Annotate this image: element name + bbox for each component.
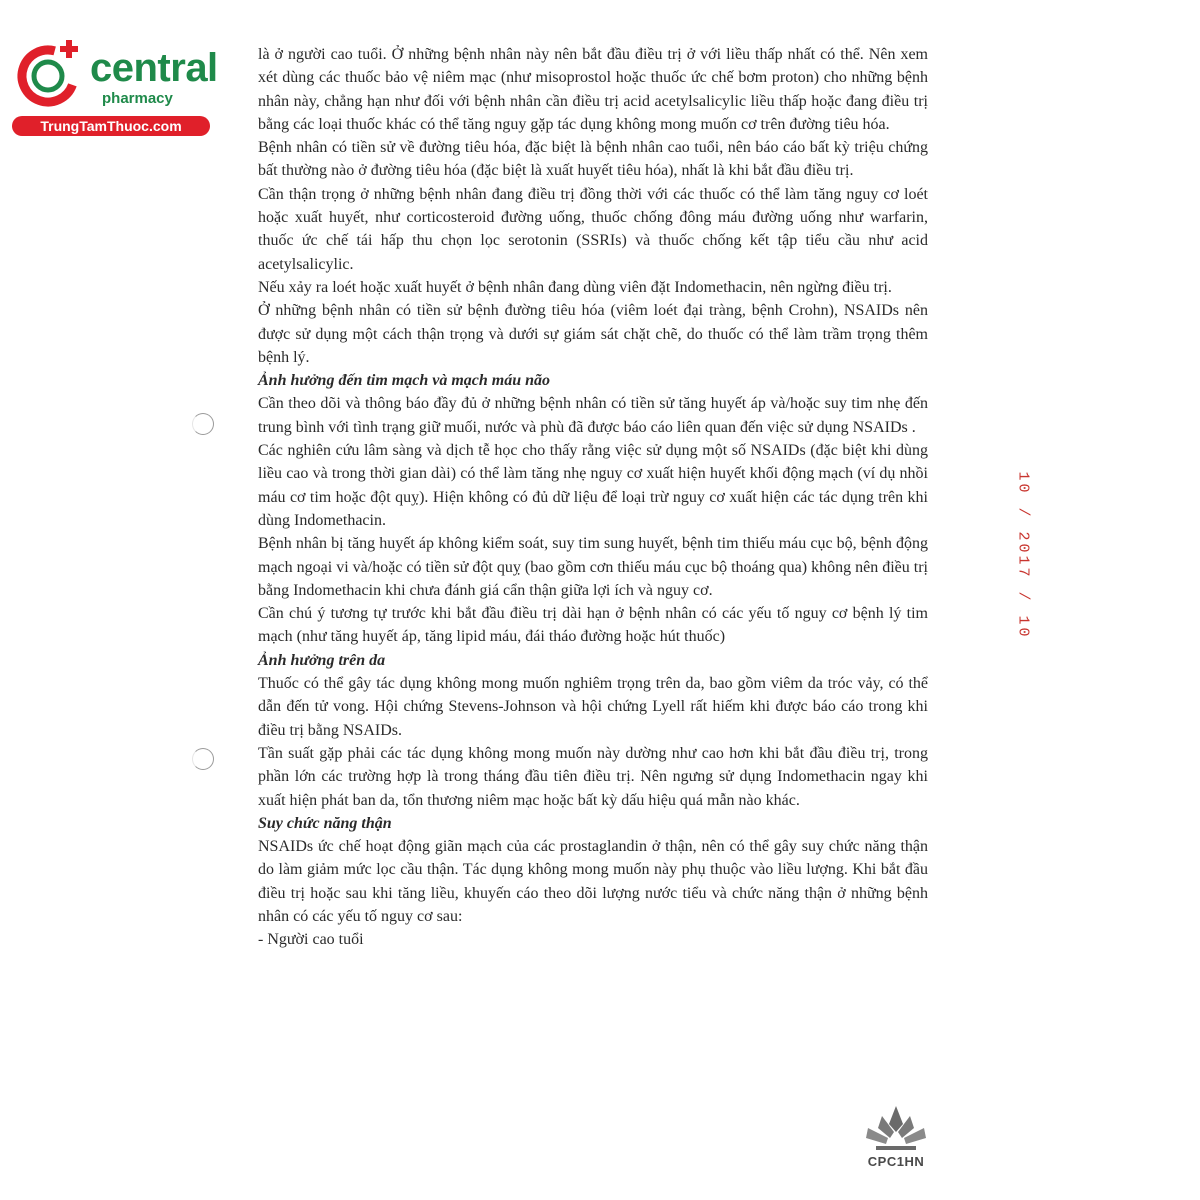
lotus-icon bbox=[856, 1102, 936, 1154]
paragraph: Bệnh nhân có tiền sử về đường tiêu hóa, đặc biệt là bệnh nhân cao tuổi, nên báo cáo bất kỳ triệu chứng bất thường nào ở đường tiêu hóa (đặc biệt là xuất huyết tiêu hóa), nhất là khi bắt đầu điều trị. bbox=[258, 139, 928, 180]
cpc1hn-logo bbox=[856, 1102, 936, 1172]
cpc1hn-text: CPC1HN bbox=[867, 1154, 925, 1169]
document-body bbox=[258, 43, 928, 952]
punch-hole bbox=[192, 748, 214, 770]
paragraph: Tần suất gặp phải các tác dụng không mong muốn này dường như cao hơn khi bắt đầu điều trị, trong phần lớn các trường hợp là trong tháng đầu tiên điều trị. Nên ngưng sử dụng Indomethacin ngay khi xuất hiện phát ban da, tổn thương niêm mạc hoặc bất kỳ dấu hiệu quá mẫn nào khác. bbox=[258, 744, 928, 809]
brand-name: central bbox=[90, 46, 218, 90]
paragraph: Thuốc có thể gây tác dụng không mong muốn nghiêm trọng trên da, bao gồm viêm da tróc vảy, có thể dẫn đến tử vong. Hội chứng Stevens-Johnson và hội chứng Lyell rất hiếm khi được báo cáo trong khi điều trị bằng NSAIDs. bbox=[258, 675, 928, 739]
paragraph: Bệnh nhân bị tăng huyết áp không kiểm soát, suy tim sung huyết, bệnh tim thiếu máu cục bộ, bệnh động mạch ngoại vi và/hoặc có tiền sử đột quỵ (bao gồm cơn thiếu máu cục bộ thoáng qua) không nên điều trị bằng Indomethacin khi chưa đánh giá cẩn thận giữa lợi ích và nguy cơ. bbox=[258, 535, 928, 599]
paragraph: là ở người cao tuổi. Ở những bệnh nhân này nên bắt đầu điều trị ở với liều thấp nhất có thể. Nên xem xét dùng các thuốc bảo vệ niêm mạc (như misoprostol hoặc thuốc ức chế bơm proton) cho những bệnh nhân này, chẳng hạn như đối với bệnh nhân cần điều trị acid acetylsalicylic liều thấp hoặc đang điều trị bằng các loại thuốc khác có thể tăng nguy gặp tác dụng không mong muốn cơ trên đường tiêu hóa. bbox=[258, 46, 928, 133]
brand-url: TrungTamThuoc.com bbox=[12, 116, 210, 136]
logo-mark-icon bbox=[12, 36, 90, 114]
paragraph: Nếu xảy ra loét hoặc xuất huyết ở bệnh nhân đang dùng viên đặt Indomethacin, nên ngừng điều trị. bbox=[258, 278, 892, 296]
list-item: - Người cao tuổi bbox=[258, 931, 364, 949]
central-pharmacy-logo bbox=[12, 36, 218, 136]
section-heading: Ảnh hưởng trên da bbox=[258, 651, 386, 669]
section-heading: Suy chức năng thận bbox=[258, 814, 392, 832]
paragraph: Các nghiên cứu lâm sàng và dịch tễ học cho thấy rằng việc sử dụng một số NSAIDs (đặc biệt khi dùng liều cao và trong thời gian dài) có thể làm tăng nhẹ nguy cơ xuất hiện huyết khối động mạch (ví dụ nhồi máu cơ tim hoặc đột quỵ). Hiện không có đủ dữ liệu để loại trừ nguy cơ xuất hiện các tác dụng trên khi dùng Indomethacin. bbox=[258, 442, 928, 529]
punch-hole bbox=[192, 413, 214, 435]
date-stamp bbox=[1008, 470, 1038, 640]
brand-subtitle: pharmacy bbox=[102, 90, 173, 107]
paragraph: NSAIDs ức chế hoạt động giãn mạch của các prostaglandin ở thận, nên có thể gây suy chức năng thận do làm giảm mức lọc cầu thận. Tác dụng không mong muốn này phụ thuộc vào liều lượng. Khi bắt đầu điều trị hoặc sau khi tăng liều, khuyến cáo theo dõi lượng nước tiểu và chức năng thận ở những bệnh nhân có các yếu tố nguy cơ sau: bbox=[258, 838, 928, 925]
paragraph: Cần theo dõi và thông báo đầy đủ ở những bệnh nhân có tiền sử tăng huyết áp và/hoặc suy tim nhẹ đến trung bình với tình trạng giữ muối, nước và phù đã được báo cáo liên quan đến việc sử dụng NSAIDs . bbox=[258, 395, 928, 436]
paragraph: Cần chú ý tương tự trước khi bắt đầu điều trị dài hạn ở bệnh nhân có các yếu tố nguy cơ bệnh lý tim mạch (như tăng huyết áp, tăng lipid máu, đái tháo đường hoặc hút thuốc) bbox=[258, 605, 928, 646]
paragraph: Cần thận trọng ở những bệnh nhân đang điều trị đồng thời với các thuốc có thể làm tăng nguy cơ loét hoặc xuất huyết, như corticosteroid đường uống, thuốc chống đông máu đường uống như warfarin, thuốc ức chế tái hấp thu chọn lọc serotonin (SSRIs) và thuốc chống kết tập tiểu cầu như acid acetylsalicylic. bbox=[258, 185, 928, 273]
section-heading: Ảnh hưởng đến tim mạch và mạch máu não bbox=[258, 372, 551, 390]
paragraph: Ở những bệnh nhân có tiền sử bệnh đường tiêu hóa (viêm loét đại tràng, bệnh Crohn), NSAIDs nên được sử dụng một cách thận trọng và dưới sự giám sát chặt chẽ, do thuốc có thể làm trầm trọng thêm bệnh lý. bbox=[258, 302, 928, 366]
date-stamp-text: 10 / 2017 / 10 bbox=[1014, 470, 1032, 640]
